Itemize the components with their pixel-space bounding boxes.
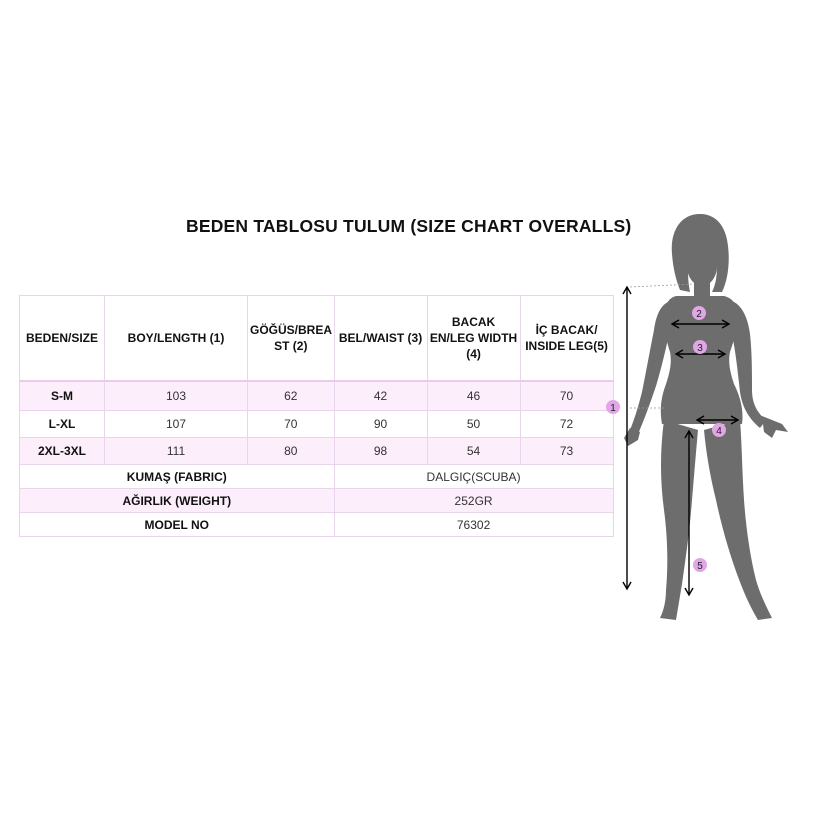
header-cell-waist: BEL/WAIST (3)	[334, 296, 427, 382]
header-cell-size: BEDEN/SIZE	[20, 296, 105, 382]
table-row	[20, 381, 614, 411]
marker-5-label: 5	[697, 561, 703, 572]
size-cell: L-XL	[20, 411, 105, 438]
marker-2	[692, 306, 706, 320]
table-row	[20, 411, 614, 438]
inside-leg-cell: 70	[520, 381, 613, 411]
breast-cell: 80	[248, 438, 335, 465]
leg-width-cell: 54	[427, 438, 520, 465]
table-header-row	[20, 296, 614, 382]
info-value: DALGIÇ(SCUBA)	[334, 465, 613, 489]
size-cell: S-M	[20, 381, 105, 411]
info-row-model	[20, 513, 614, 537]
leg-width-cell: 46	[427, 381, 520, 411]
header-cell-length: BOY/LENGTH (1)	[105, 296, 248, 382]
info-row-fabric	[20, 465, 614, 489]
header-cell-breast: GÖĞÜS/BREA ST (2)	[248, 296, 335, 382]
size-cell: 2XL-3XL	[20, 438, 105, 465]
length-cell: 107	[105, 411, 248, 438]
leg-width-cell: 50	[427, 411, 520, 438]
info-label: MODEL NO	[20, 513, 335, 537]
length-cell: 103	[105, 381, 248, 411]
waist-cell: 98	[334, 438, 427, 465]
size-chart-table	[19, 295, 614, 537]
info-value: 252GR	[334, 489, 613, 513]
marker-1	[606, 400, 620, 414]
silhouette	[624, 214, 788, 620]
waist-cell: 42	[334, 381, 427, 411]
marker-4-label: 4	[716, 426, 722, 437]
inside-leg-cell: 72	[520, 411, 613, 438]
marker-5	[693, 558, 707, 572]
waist-cell: 90	[334, 411, 427, 438]
info-value: 76302	[334, 513, 613, 537]
header-cell-leg-width: BACAK EN/LEG WIDTH (4)	[427, 296, 520, 382]
breast-cell: 62	[248, 381, 335, 411]
info-row-weight	[20, 489, 614, 513]
marker-1-label: 1	[610, 403, 616, 414]
info-label: KUMAŞ (FABRIC)	[20, 465, 335, 489]
page-title: BEDEN TABLOSU TULUM (SIZE CHART OVERALLS)	[186, 216, 632, 236]
breast-cell: 70	[248, 411, 335, 438]
table-row	[20, 438, 614, 465]
inside-leg-cell: 73	[520, 438, 613, 465]
header-cell-inside-leg: İÇ BACAK/ INSIDE LEG(5)	[520, 296, 613, 382]
marker-4	[712, 423, 726, 437]
marker-2-label: 2	[696, 309, 702, 320]
length-cell: 111	[105, 438, 248, 465]
marker-3	[693, 340, 707, 354]
body-measurement-figure	[600, 210, 800, 630]
marker-3-label: 3	[697, 343, 703, 354]
info-label: AĞIRLIK (WEIGHT)	[20, 489, 335, 513]
